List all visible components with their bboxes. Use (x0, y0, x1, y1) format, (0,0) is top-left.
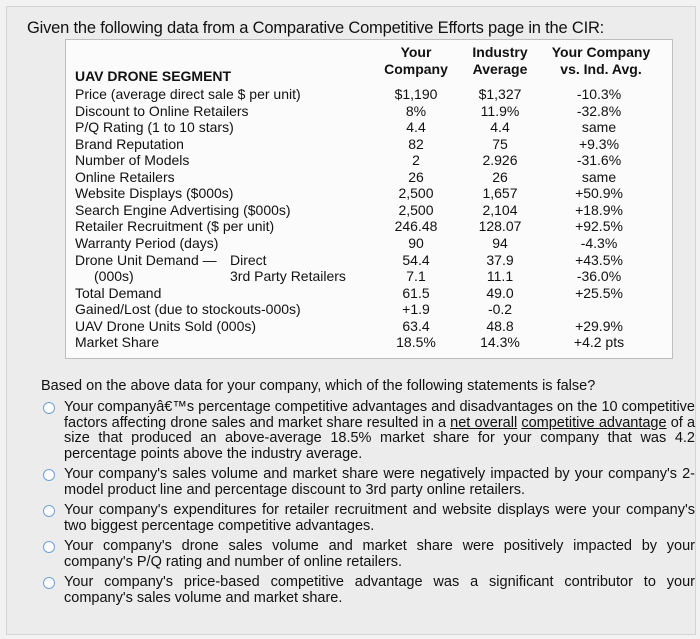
table-row (66, 285, 672, 302)
row-label: P/Q Rating (1 to 10 stars) (75, 119, 234, 136)
your-company-value: 4.4 (406, 119, 426, 136)
your-company-value: 246.48 (394, 218, 438, 235)
industry-average-value: 2,104 (482, 201, 518, 218)
industry-average-value: -0.2 (487, 301, 513, 318)
row-label: Discount to Online Retailers (75, 102, 249, 119)
industry-average-value: 2.926 (482, 152, 518, 169)
vs-industry-value: -32.8% (576, 102, 622, 119)
answer-option-1[interactable] (39, 400, 695, 462)
option-text: Your company's drone sales volume and market share were positively impacted by your company's P/Q rating and number of online retailers. (64, 538, 695, 570)
your-company-value: 7.1 (406, 268, 426, 285)
underlined-phrase: net overall (450, 414, 518, 431)
radio-button[interactable] (43, 402, 55, 414)
your-company-value: 90 (408, 234, 424, 251)
table-row (66, 86, 672, 103)
option-text (64, 400, 695, 462)
vs-industry-value: +25.5% (575, 284, 623, 301)
industry-average-value: 37.9 (486, 251, 514, 268)
vs-industry-value: same (581, 168, 617, 185)
header-your-company-line2: Company (384, 61, 448, 77)
row-sublabel: 3rd Party Retailers (230, 268, 346, 285)
your-company-value: 61.5 (402, 284, 430, 301)
industry-average-value: 11.9% (480, 102, 520, 119)
industry-average-value: 26 (492, 168, 508, 185)
your-company-value: 54.4 (402, 251, 430, 268)
vs-industry-value: +9.3% (578, 135, 620, 152)
table-row (66, 119, 672, 136)
table-row (66, 218, 672, 235)
row-label: UAV Drone Units Sold (000s) (75, 317, 257, 334)
table-row (66, 202, 672, 219)
your-company-value: 18.5% (396, 334, 436, 351)
vs-industry-value: +43.5% (575, 251, 623, 268)
row-label: Warranty Period (days) (75, 234, 219, 251)
row-label: Brand Reputation (75, 135, 184, 152)
header-your-company-line1: Your (400, 44, 432, 60)
industry-average-value: 4.4 (490, 119, 510, 136)
table-row (66, 252, 672, 269)
question-card (6, 6, 696, 635)
industry-average-value: 75 (492, 135, 508, 152)
vs-industry-value: -10.3% (576, 86, 622, 102)
header-vs-line1: Your Company (551, 44, 651, 60)
vs-industry-value: -36.0% (576, 268, 622, 285)
row-label: Total Demand (75, 284, 162, 301)
industry-average-value: $1,327 (478, 86, 522, 102)
your-company-value: +1.9 (402, 301, 430, 318)
table-row (66, 152, 672, 169)
answer-option-5[interactable] (39, 575, 695, 606)
header-vs-line2: vs. Ind. Avg. (560, 61, 642, 77)
table-row (66, 169, 672, 186)
vs-industry-value: +18.9% (575, 201, 623, 218)
vs-industry-value: +92.5% (575, 218, 623, 235)
row-label: Gained/Lost (due to stockouts-000s) (75, 301, 301, 318)
vs-industry-value: -4.3% (580, 234, 618, 251)
answer-option-3[interactable] (39, 503, 695, 534)
industry-average-value: 48.8 (486, 317, 514, 334)
your-company-value: 2,500 (398, 201, 434, 218)
radio-button[interactable] (43, 505, 55, 517)
table-row (66, 318, 672, 335)
your-company-value: 2,500 (398, 185, 434, 202)
vs-industry-value: same (581, 119, 617, 136)
option-text: Your company's price-based competitive advantage was a significant contributor to your company's sales volume and market share. (64, 574, 695, 606)
header-industry-average (459, 44, 541, 78)
prompt-text: Based on the above data for your company, which of the following statements is false? (41, 378, 596, 394)
your-company-value: 2 (412, 152, 420, 169)
vs-industry-value: +4.2 pts (573, 334, 625, 351)
row-sublabel: Direct (230, 251, 267, 268)
row-label: Price (average direct sale $ per unit) (75, 86, 301, 102)
answer-option-2[interactable] (39, 467, 695, 498)
your-company-value: 82 (408, 135, 424, 152)
underlined-phrase: competitive advantage (521, 414, 667, 431)
header-your-company (376, 44, 456, 78)
row-label: (000s) (94, 268, 134, 285)
vs-industry-value: +50.9% (575, 185, 623, 202)
radio-button[interactable] (43, 541, 55, 553)
table-row (66, 268, 672, 285)
row-label: Retailer Recruitment ($ per unit) (75, 218, 275, 235)
vs-industry-value: -31.6% (576, 152, 622, 169)
row-label: Drone Unit Demand — (75, 251, 217, 268)
option-text: Your company's sales volume and market share were negatively impacted by your company's 2-model product line and percentage discount to 3rd party online retailers. (64, 466, 695, 498)
table-row (66, 185, 672, 202)
radio-button[interactable] (43, 577, 55, 589)
industry-average-value: 128.07 (478, 218, 522, 235)
row-label: Number of Models (75, 152, 190, 169)
row-label: Online Retailers (75, 168, 175, 185)
header-industry-line2: Average (472, 61, 528, 77)
table-row (66, 136, 672, 153)
industry-average-value: 49.0 (486, 284, 514, 301)
row-label: Market Share (75, 334, 160, 351)
industry-average-value: 14.3% (480, 334, 520, 351)
option-text-part: of a size that produced an above-average 18.5% market share for your company that was 4.2 percentage points above the industry average. (64, 414, 696, 462)
your-company-value: 63.4 (402, 317, 430, 334)
answer-option-4[interactable] (39, 539, 695, 570)
industry-average-value: 94 (492, 234, 508, 251)
table-row (66, 301, 672, 318)
your-company-value: 26 (408, 168, 424, 185)
industry-average-value: 11.1 (486, 268, 514, 285)
segment-title: UAV DRONE SEGMENT (75, 68, 232, 84)
table-row (66, 103, 672, 120)
option-text-part: Your companyâ€™s percentage competitive advantages and disadvantages on the 10 competitive factors affecting drone sales and market share resulted in a (64, 399, 695, 431)
row-label: Website Displays ($000s) (75, 185, 234, 202)
your-company-value: 8% (405, 102, 427, 119)
industry-average-value: 1,657 (482, 185, 518, 202)
radio-button[interactable] (43, 469, 55, 481)
table-row (66, 235, 672, 252)
vs-industry-value: +29.9% (575, 317, 623, 334)
your-company-value: $1,190 (394, 86, 438, 102)
header-industry-line1: Industry (472, 44, 528, 60)
cir-data-table (65, 39, 673, 359)
option-text: Your company's expenditures for retailer recruitment and website displays were your company's two biggest percentage competitive advantages. (64, 502, 695, 534)
question-text: Given the following data from a Comparative Competitive Efforts page in the CIR: (27, 19, 605, 37)
table-row (66, 334, 672, 351)
row-label: Search Engine Advertising ($000s) (75, 201, 291, 218)
header-vs-industry (542, 44, 660, 78)
